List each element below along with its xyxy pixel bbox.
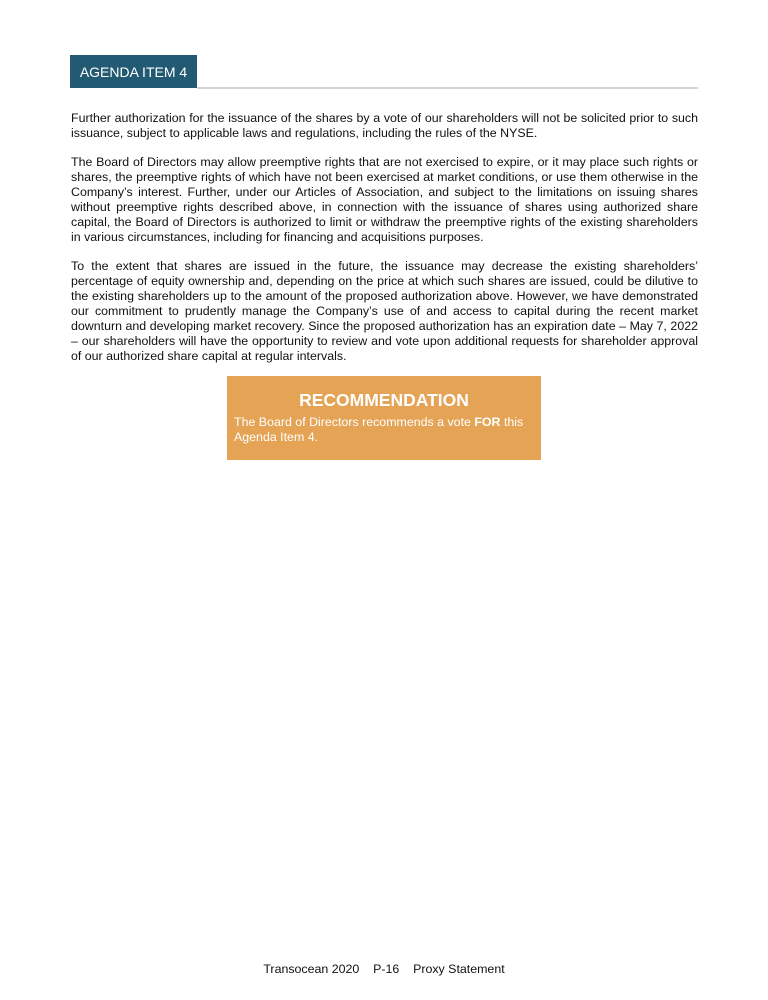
heading-divider [197, 87, 698, 89]
paragraph: The Board of Directors may allow preemptive rights that are not exercised to expire, or it may place such rights or shares, the preemptive rights of which have not been exercised at market conditions, or use them otherwise in the Company’s interest. Further, under our Articles of Association, and subject to the limitations on issuing shares without preemptive rights described above, in connection with the issuance of shares using authorized share capital, the Board of Directors is authorized to limit or withdraw the preemptive rights of the existing shareholders in various circumstances, including for financing and acquisitions purposes. [71, 155, 698, 244]
recommendation-text-before: The Board of Directors recommends a vote [234, 415, 475, 429]
footer-page-number: P-16 [373, 962, 400, 976]
recommendation-text [234, 415, 534, 445]
page-footer [0, 962, 768, 976]
recommendation-emphasis: FOR [474, 415, 501, 429]
recommendation-title: RECOMMENDATION [299, 390, 469, 410]
recommendation-box [227, 376, 541, 460]
footer-document: Proxy Statement [413, 962, 505, 976]
body-text [71, 111, 698, 378]
footer-company: Transocean 2020 [263, 962, 360, 976]
agenda-item-heading: AGENDA ITEM 4 [70, 55, 197, 88]
paragraph: To the extent that shares are issued in the future, the issuance may decrease the existing shareholders’ percentage of equity ownership and, depending on the price at which such shares are issued, could be dilutive to the existing shareholders up to the amount of the proposed authorization above. However, we have demonstrated our commitment to prudently manage the Company’s use of and access to capital during the recent market downturn and developing market recovery. Since the proposed authorization has an expiration date – May 7, 2022 – our shareholders will have the opportunity to review and vote upon additional requests for shareholder approval of our authorized share capital at regular intervals. [71, 259, 698, 363]
recommendation-text-after: this Agenda Item 4. [234, 415, 524, 444]
paragraph: Further authorization for the issuance of the shares by a vote of our shareholders will not be solicited prior to such issuance, subject to applicable laws and regulations, including the rules of the NYSE. [71, 111, 698, 140]
